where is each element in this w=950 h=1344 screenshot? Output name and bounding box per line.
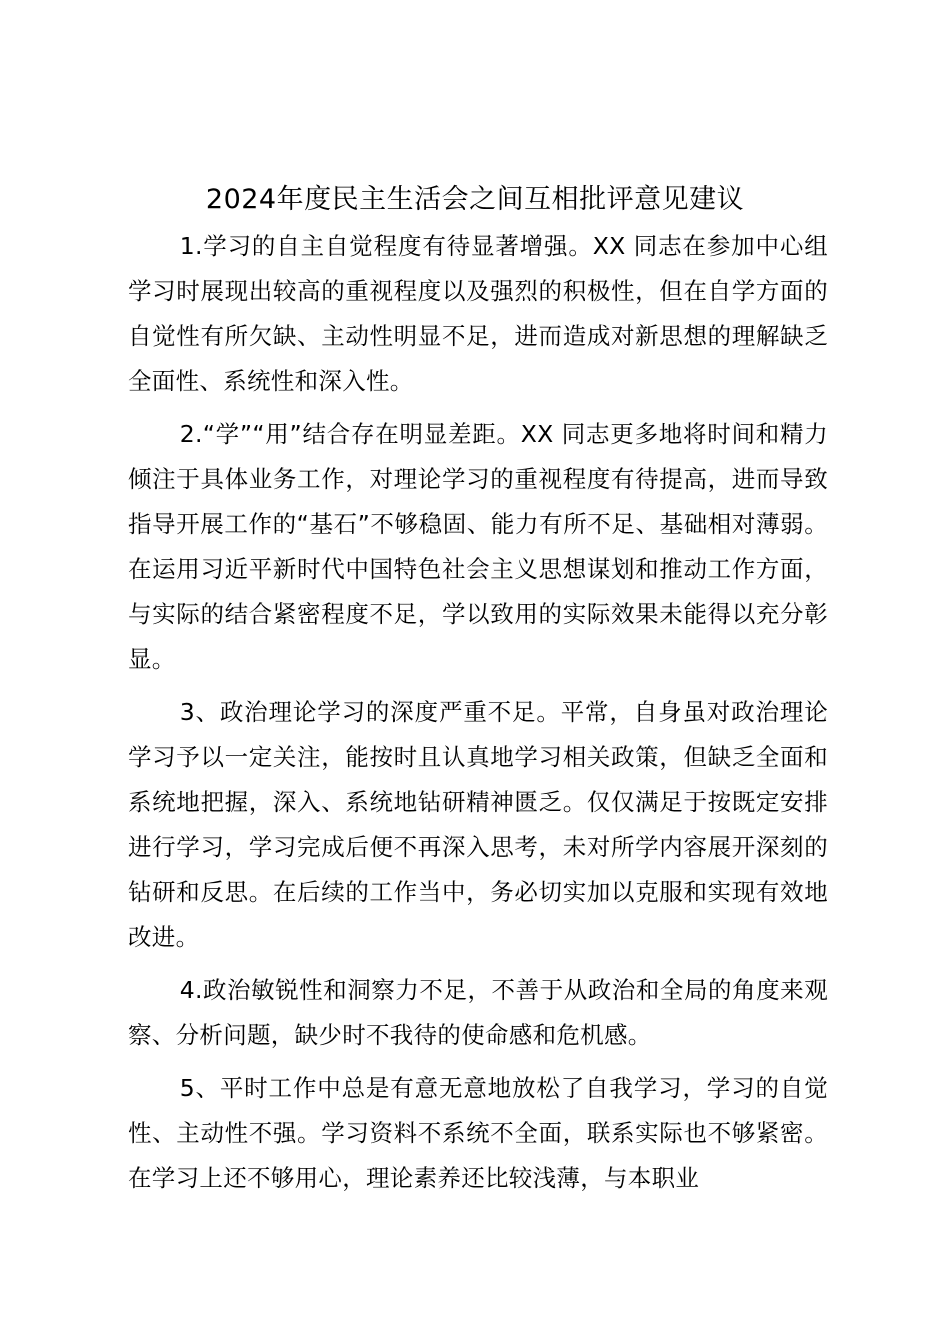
document-title: 2024年度民主生活会之间互相批评意见建议 [205, 184, 745, 215]
paragraph-1: 1.学习的自主自觉程度有待显著增强。XX 同志在参加中心组学习时展现出较高的重视程度以及强烈的积极性，但在自学方面的自觉性有所欠缺、主动性明显不足，进而造成对新思想的理解缺乏全面性、系统性和深入性。 [128, 232, 828, 395]
document-body [128, 224, 828, 1209]
paragraph-5: 5、平时工作中总是有意无意地放松了自我学习，学习的自觉性、主动性不强。学习资料不系统不全面，联系实际也不够紧密。在学习上还不够用心，理论素养还比较浅薄，与本职业 [128, 1074, 828, 1192]
paragraph-2: 2.“学”“用”结合存在明显差距。XX 同志更多地将时间和精力倾注于具体业务工作，对理论学习的重视程度有待提高，进而导致指导开展工作的“基石”不够稳固、能力有所不足、基础相对薄弱。在运用习近平新时代中国特色社会主义思想谋划和推动工作方面，与实际的结合紧密程度不足，学以致用的实际效果未能得以充分彰显。 [128, 420, 828, 673]
paragraph-3: 3、政治理论学习的深度严重不足。平常，自身虽对政治理论学习予以一定关注，能按时且认真地学习相关政策，但缺乏全面和系统地把握，深入、系统地钻研精神匮乏。仅仅满足于按既定安排进行学习，学习完成后便不再深入思考，未对所学内容展开深刻的钻研和反思。在后续的工作当中，务必切实加以克服和实现有效地改进。 [128, 698, 828, 951]
paragraph-4: 4.政治敏锐性和洞察力不足，不善于从政治和全局的角度来观察、分析问题，缺少时不我待的使命感和危机感。 [128, 976, 828, 1049]
